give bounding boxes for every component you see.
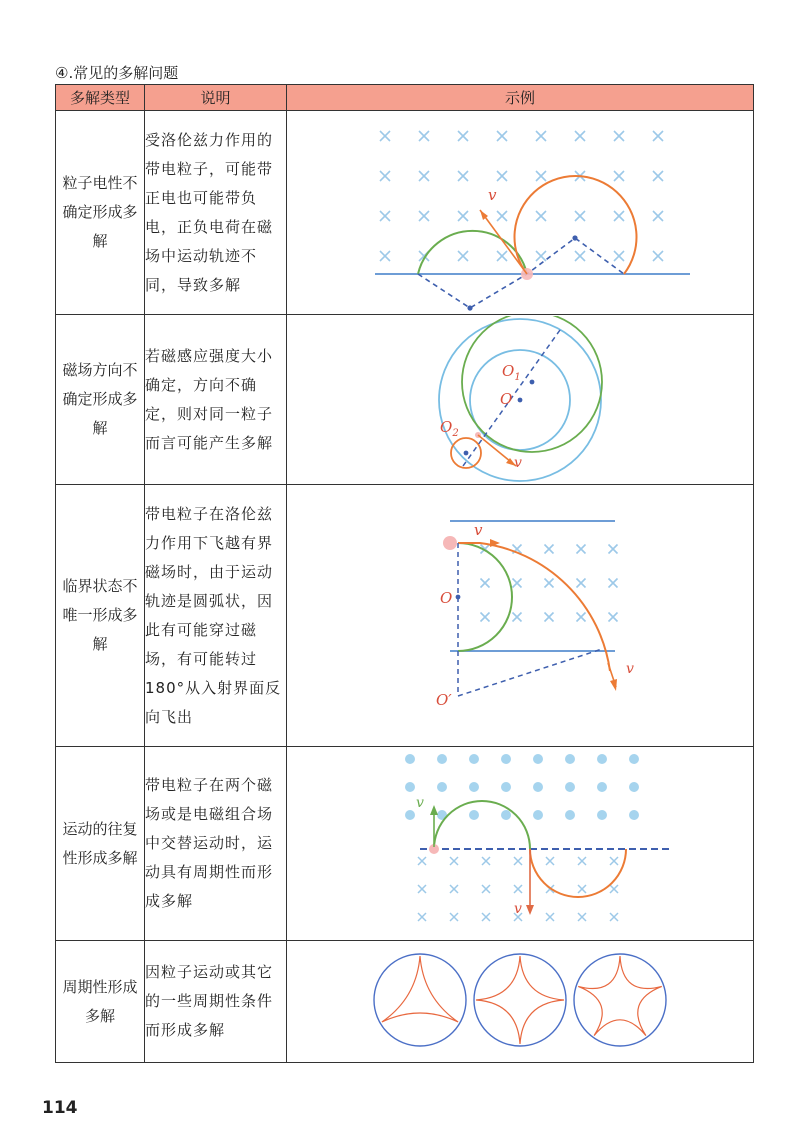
cross-mark (497, 211, 507, 221)
charge-sign-diagram (340, 114, 700, 312)
velocity-label: v (474, 520, 483, 539)
cross-mark (653, 211, 663, 221)
table-row (56, 485, 754, 747)
table-row (56, 747, 754, 941)
cusp-trajectory (476, 956, 564, 1044)
field-dot (437, 754, 447, 764)
critical-state-diagram (370, 491, 670, 741)
field-dot (533, 754, 543, 764)
table-row (56, 941, 754, 1063)
center-o (518, 397, 523, 402)
cross-mark (575, 131, 585, 141)
cross-mark (497, 171, 507, 181)
green-trajectory (458, 543, 512, 651)
field-dot (533, 810, 543, 820)
header-example: 示例 (287, 85, 754, 111)
page-number: 114 (42, 1098, 78, 1118)
center-dot (572, 235, 577, 240)
velocity-arrow (480, 210, 527, 274)
field-dot (501, 782, 511, 792)
cross-mark (536, 171, 546, 181)
cross-mark (450, 913, 458, 921)
cross-mark (653, 131, 663, 141)
field-dots (405, 754, 639, 820)
cross-mark (380, 211, 390, 221)
cross-mark (536, 211, 546, 221)
dashed-radius (458, 649, 602, 696)
cross-mark (482, 857, 490, 865)
field-dot (469, 782, 479, 792)
cross-mark (609, 544, 618, 553)
cross-mark (419, 211, 429, 221)
alternating-field-diagram (370, 749, 670, 939)
cross-mark (481, 612, 490, 621)
field-dot (629, 754, 639, 764)
field-dot (501, 754, 511, 764)
cross-mark (458, 251, 468, 261)
velocity-label-up: v (416, 794, 424, 811)
table-row (56, 111, 754, 315)
field-dot (469, 810, 479, 820)
label-o-prime: O′ (436, 690, 452, 709)
example-cell (287, 111, 754, 315)
cross-mark (380, 131, 390, 141)
cross-mark (458, 131, 468, 141)
cross-mark (513, 612, 522, 621)
cross-mark (614, 211, 624, 221)
cross-mark (546, 857, 554, 865)
cross-mark (450, 857, 458, 865)
row-type: 磁场方向不确定形成多解 (56, 315, 145, 485)
cross-mark (458, 171, 468, 181)
cross-mark (577, 578, 586, 587)
field-dot (597, 782, 607, 792)
cross-mark (380, 251, 390, 261)
periodic-diagram (370, 946, 670, 1058)
cross-mark (497, 251, 507, 261)
example-cell (287, 485, 754, 747)
field-dot (405, 754, 415, 764)
cross-mark (610, 857, 618, 865)
field-dot (629, 782, 639, 792)
cross-mark (536, 251, 546, 261)
cross-mark (653, 171, 663, 181)
field-dot (565, 754, 575, 764)
cross-mark (497, 131, 507, 141)
field-dot (437, 782, 447, 792)
velocity-label-exit: v (626, 660, 634, 677)
row-desc: 受洛伦兹力作用的带电粒子，可能带正电也可能带负电，正负电荷在磁场中运动轨迹不同，导致多解 (145, 111, 287, 315)
cross-mark (614, 171, 624, 181)
cross-mark (546, 913, 554, 921)
cross-mark (577, 612, 586, 621)
label-o: O (500, 389, 513, 408)
row-desc: 因粒子运动或其它的一些周期性条件而形成多解 (145, 941, 287, 1063)
orange-trajectory (515, 176, 637, 274)
velocity-label: v (488, 185, 497, 204)
circle-3-cusp (374, 954, 466, 1046)
velocity-label: v (514, 454, 522, 471)
field-cross-marks (481, 544, 618, 621)
field-dot (565, 810, 575, 820)
section-heading: ④.常见的多解问题 (55, 64, 179, 82)
label-o2: $O_2$ (440, 417, 459, 439)
cross-mark (614, 251, 624, 261)
example-cell (287, 941, 754, 1063)
label-o1: $O_1$ (502, 361, 521, 383)
cross-mark (481, 578, 490, 587)
center-o2 (464, 450, 469, 455)
cross-mark (418, 913, 426, 921)
cross-mark (482, 885, 490, 893)
particle (443, 536, 457, 550)
field-dot (405, 810, 415, 820)
center-o1 (530, 379, 535, 384)
orange-trajectory (530, 849, 626, 897)
cross-mark (514, 857, 522, 865)
green-trajectory (434, 801, 530, 849)
cross-mark (514, 885, 522, 893)
green-arrowhead (430, 805, 438, 815)
cross-mark (653, 251, 663, 261)
exit-arrowhead (610, 679, 617, 691)
cross-mark (545, 578, 554, 587)
cross-mark (418, 857, 426, 865)
table-row (56, 315, 754, 485)
table-header-row (56, 85, 754, 111)
row-type: 运动的往复性形成多解 (56, 747, 145, 941)
cross-mark (545, 544, 554, 553)
row-type: 临界状态不唯一形成多解 (56, 485, 145, 747)
field-dot (597, 754, 607, 764)
field-dot (629, 810, 639, 820)
field-dot (405, 782, 415, 792)
cross-mark (577, 544, 586, 553)
center-dot (467, 305, 472, 310)
circle-4-cusp (474, 954, 566, 1046)
field-dot (501, 810, 511, 820)
cross-mark (450, 885, 458, 893)
cross-mark (578, 857, 586, 865)
row-desc: 带电粒子在两个磁场或是电磁组合场中交替运动时，运动具有周期性而形成多解 (145, 747, 287, 941)
field-dot (597, 810, 607, 820)
cross-mark (575, 251, 585, 261)
cross-mark (578, 913, 586, 921)
cross-mark (380, 171, 390, 181)
field-dot (533, 782, 543, 792)
circle-5-cusp (574, 954, 666, 1046)
header-desc: 说明 (145, 85, 287, 111)
dashed-radius-lines (418, 238, 624, 308)
cross-mark (610, 913, 618, 921)
cross-mark (418, 885, 426, 893)
row-type: 粒子电性不确定形成多解 (56, 111, 145, 315)
cross-mark (578, 885, 586, 893)
cross-mark (536, 131, 546, 141)
center-o (456, 594, 461, 599)
cross-mark (609, 578, 618, 587)
cross-mark (575, 211, 585, 221)
velocity-label-down: v (514, 900, 522, 917)
field-direction-diagram (420, 316, 620, 484)
header-type: 多解类型 (56, 85, 145, 111)
cross-mark (458, 211, 468, 221)
cross-mark (482, 913, 490, 921)
field-dot (469, 754, 479, 764)
cross-mark (610, 885, 618, 893)
row-desc: 带电粒子在洛伦兹力作用下飞越有界磁场时，由于运动轨迹是圆弧状，因此有可能穿过磁场，有可能转过180°从入射界面反向飞出 (145, 485, 287, 747)
multi-solution-table (55, 84, 754, 1063)
row-type: 周期性形成多解 (56, 941, 145, 1063)
cusp-trajectory (578, 956, 662, 1036)
cross-mark (513, 578, 522, 587)
cross-mark (614, 131, 624, 141)
red-arrowhead (526, 905, 534, 915)
cross-mark (609, 612, 618, 621)
cusp-trajectory (382, 956, 458, 1022)
row-desc: 若磁感应强度大小确定，方向不确定，则对同一粒子而言可能产生多解 (145, 315, 287, 485)
label-o: O (440, 588, 453, 607)
field-dot (565, 782, 575, 792)
example-cell (287, 315, 754, 485)
cross-mark (419, 131, 429, 141)
example-cell (287, 747, 754, 941)
cross-mark (545, 612, 554, 621)
cross-mark (419, 171, 429, 181)
